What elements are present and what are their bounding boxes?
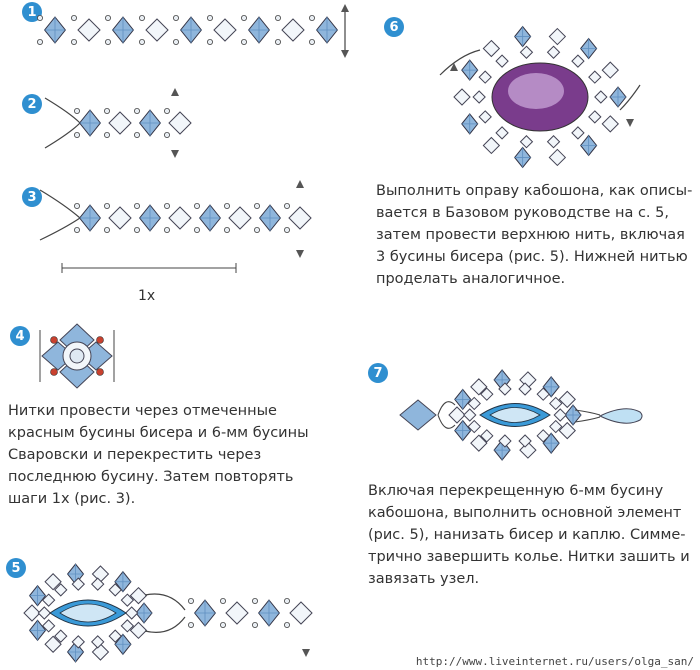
text-line: Сваровски и перекрестить через (8, 447, 262, 463)
seed-bead (207, 15, 212, 20)
step-5-beadwork (188, 598, 312, 627)
seed-bead (284, 598, 289, 603)
repeat-scale-label: 1x (138, 288, 156, 304)
text-line: Нитки провести через отмеченные (8, 403, 277, 419)
seed-bead (284, 203, 289, 208)
cube-bead (520, 46, 532, 58)
cube-bead (602, 116, 618, 132)
cube-bead (595, 91, 607, 103)
seed-bead (309, 15, 314, 20)
cube-bead (38, 607, 50, 619)
cube-bead (589, 111, 601, 123)
seed-bead (104, 132, 109, 137)
arrow-up-icon (296, 180, 304, 188)
cube-bead (549, 29, 565, 45)
step-3-badge: 3 (22, 187, 42, 207)
text-line: последнюю бусину. Затем повторять (8, 469, 294, 485)
seed-bead (74, 108, 79, 113)
cube-bead (214, 19, 236, 41)
cube-bead (483, 41, 499, 57)
seed-bead (224, 203, 229, 208)
cube-bead (229, 207, 251, 229)
cube-bead (109, 207, 131, 229)
seed-bead (139, 39, 144, 44)
seed-bead (220, 598, 225, 603)
cube-bead (473, 91, 485, 103)
cube-bead (479, 111, 491, 123)
cabochon-navette (50, 600, 126, 626)
seed-bead (254, 203, 259, 208)
seed-bead (309, 39, 314, 44)
cube-bead (109, 112, 131, 134)
text-line: 3 бусины бисера (рис. 5). Нижней нитью (376, 249, 688, 265)
side-crystal (400, 400, 436, 430)
seed-bead (194, 227, 199, 232)
step-2-badge: 2 (22, 94, 42, 114)
cube-bead (92, 566, 108, 582)
seed-bead (74, 227, 79, 232)
seed-bead (173, 15, 178, 20)
seed-bead (207, 39, 212, 44)
seed-bead (284, 622, 289, 627)
cube-bead (496, 127, 508, 139)
step-4-badge: 4 (10, 326, 30, 346)
text-line: завязать узел. (368, 571, 480, 587)
cube-bead (554, 409, 566, 421)
seed-bead (275, 15, 280, 20)
step-4-beadwork (40, 324, 114, 388)
step-5-diagram (20, 565, 330, 665)
seed-bead (224, 227, 229, 232)
seed-bead (188, 598, 193, 603)
step-1-badge: 1 (22, 2, 42, 22)
seed-bead (252, 598, 257, 603)
seed-bead (74, 203, 79, 208)
cube-bead (24, 605, 40, 621)
marked-bead (51, 337, 58, 344)
step-3-beadwork (74, 203, 311, 232)
cube-bead (126, 607, 138, 619)
seed-bead (139, 15, 144, 20)
step-7-badge: 7 (368, 363, 388, 383)
arrow-up-icon (341, 4, 349, 12)
cube-bead (572, 127, 584, 139)
arrow-down-icon (296, 250, 304, 258)
cube-bead (282, 19, 304, 41)
marked-bead (51, 369, 58, 376)
cube-bead (289, 207, 311, 229)
seed-bead (275, 39, 280, 44)
seed-bead (194, 203, 199, 208)
marked-bead (97, 369, 104, 376)
step-7-diagram (400, 370, 660, 460)
step-2-diagram (40, 88, 200, 158)
watermark-url: http://www.liveinternet.ru/users/olga_san/ (415, 655, 694, 668)
cube-bead (290, 602, 312, 624)
step-4-text (8, 400, 309, 510)
cube-bead (146, 19, 168, 41)
cube-bead (572, 55, 584, 67)
cube-bead (464, 409, 476, 421)
text-line: проделать аналогичное. (376, 271, 566, 287)
step-6-diagram (440, 15, 650, 185)
seed-bead (74, 132, 79, 137)
step-3-diagram (40, 180, 340, 290)
seed-bead (252, 622, 257, 627)
cube-bead (78, 19, 100, 41)
seed-bead (164, 203, 169, 208)
cube-bead (548, 136, 560, 148)
text-line: красным бусины бисера и 6-мм бусины (8, 425, 309, 441)
arrow-down-icon (626, 119, 634, 127)
drop-pendant (600, 409, 642, 423)
seed-bead (164, 132, 169, 137)
cube-bead (92, 644, 108, 660)
step-1-diagram (45, 0, 365, 60)
seed-bead (284, 227, 289, 232)
seed-bead (104, 227, 109, 232)
marked-bead (97, 337, 104, 344)
arrow-down-icon (171, 150, 179, 158)
step-6-text (376, 180, 692, 290)
seed-bead (37, 39, 42, 44)
seed-bead (134, 108, 139, 113)
seed-bead (254, 227, 259, 232)
seed-bead (71, 39, 76, 44)
cube-bead (169, 207, 191, 229)
text-line: затем провести верхнюю нить, включая (376, 227, 685, 243)
text-line: кабошона, выполнить основной элемент (368, 505, 682, 521)
arrow-up-icon (171, 88, 179, 96)
cube-bead (549, 149, 565, 165)
seed-bead (105, 15, 110, 20)
arrow-up-icon (450, 63, 458, 71)
arrow-down-icon (302, 649, 310, 657)
step-1-beadwork (37, 15, 337, 44)
seed-bead (104, 108, 109, 113)
text-line: Выполнить оправу кабошона, как описы- (376, 183, 693, 199)
seed-bead (164, 108, 169, 113)
seed-bead (188, 622, 193, 627)
text-line: (рис. 5), нанизать бисер и каплю. Симме- (368, 527, 686, 543)
cube-bead (520, 136, 532, 148)
step-4-diagram (32, 322, 122, 392)
seed-bead (105, 39, 110, 44)
seed-bead (241, 39, 246, 44)
step-5-badge: 5 (6, 558, 26, 578)
seed-bead (134, 203, 139, 208)
cube-bead (483, 137, 499, 153)
text-line: вается в Базовом руководстве на с. 5, (376, 205, 669, 221)
cube-bead (454, 89, 470, 105)
step-7-text (368, 480, 690, 590)
cube-bead (479, 71, 491, 83)
step-6-badge: 6 (384, 17, 404, 37)
cube-bead (169, 112, 191, 134)
text-line: трично завершить колье. Нитки зашить и (368, 549, 690, 565)
seed-bead (164, 227, 169, 232)
seed-bead (37, 15, 42, 20)
cube-bead (602, 62, 618, 78)
seed-bead (173, 39, 178, 44)
seed-bead (220, 622, 225, 627)
text-line: Включая перекрещенную 6-мм бусину (368, 483, 664, 499)
step-2-beadwork (74, 108, 191, 137)
cube-bead (496, 55, 508, 67)
seed-bead (134, 132, 139, 137)
seed-bead (71, 15, 76, 20)
seed-bead (104, 203, 109, 208)
cube-bead (589, 71, 601, 83)
cabochon-navette (480, 404, 550, 427)
text-line: шаги 1х (рис. 3). (8, 491, 136, 507)
seed-bead (134, 227, 139, 232)
cube-bead (548, 46, 560, 58)
seed-bead (241, 15, 246, 20)
cube-bead (226, 602, 248, 624)
arrow-down-icon (341, 50, 349, 58)
